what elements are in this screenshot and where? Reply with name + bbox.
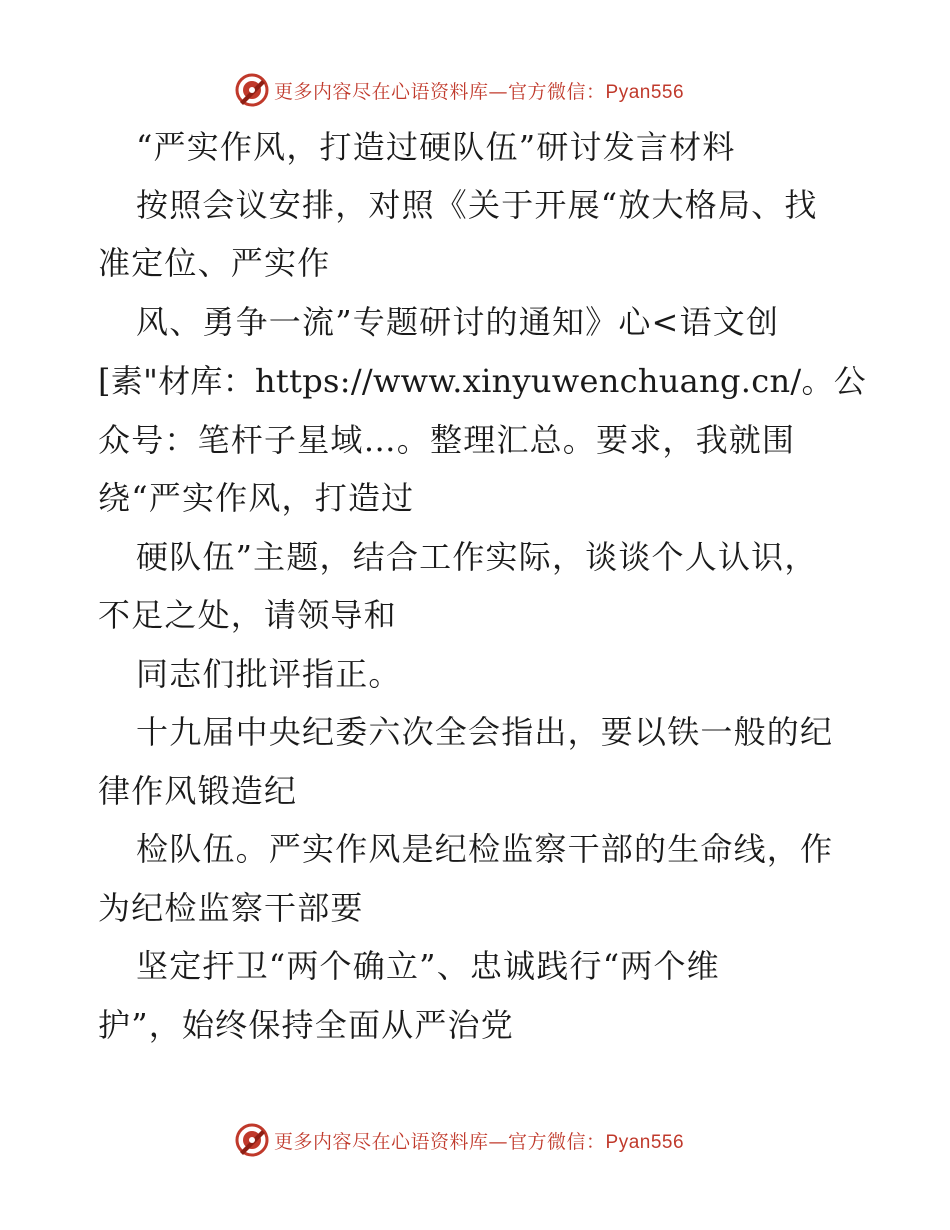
paragraph-line: 十九届中央纪委六次全会指出，要以铁一般的纪	[136, 713, 834, 751]
paragraph-line: 硬队伍”主题，结合工作实际，谈谈个人认识，	[136, 538, 818, 576]
paragraph-line: 众号：笔杆子星域…。整理汇总。要求，我就围	[98, 421, 796, 459]
paragraph-line: 律作风锻造纪	[98, 772, 298, 810]
paragraph-line: 护”，始终保持全面从严治党	[98, 1006, 514, 1044]
pen-logo-icon	[234, 1122, 270, 1158]
paragraph-line: [素"材库：https://www.xinyuwenchuang.cn/。公	[98, 362, 867, 400]
paragraph-line: 同志们批评指正。	[136, 655, 402, 693]
pen-logo-icon	[234, 72, 270, 108]
footer-banner	[234, 1120, 754, 1160]
paragraph-line: 准定位、严实作	[98, 244, 331, 282]
footer-banner-brand: Pyan556	[605, 1131, 685, 1153]
header-banner-text: 更多内容尽在心语资料库—官方微信：Pyan556	[274, 80, 685, 103]
paragraph-line: 坚定扞卫“两个确立”、忠诚践行“两个维	[136, 947, 720, 985]
paragraph-line: 按照会议安排，对照《关于开展“放大格局、找	[136, 186, 818, 224]
paragraph-line: 风、勇争一流”专题研讨的通知》心<语文创	[136, 303, 780, 341]
paragraph-line: 检队伍。严实作风是纪检监察干部的生命线，作	[136, 830, 834, 868]
document-title: “严实作风，打造过硬队伍”研讨发言材料	[136, 128, 736, 166]
paragraph-line: 绕“严实作风，打造过	[98, 479, 415, 517]
header-banner-brand: Pyan556	[605, 81, 685, 103]
footer-banner-text: 更多内容尽在心语资料库—官方微信：Pyan556	[274, 1130, 685, 1153]
header-banner	[234, 70, 754, 110]
paragraph-line: 不足之处，请领导和	[98, 596, 397, 634]
paragraph-line: 为纪检监察干部要	[98, 889, 364, 927]
